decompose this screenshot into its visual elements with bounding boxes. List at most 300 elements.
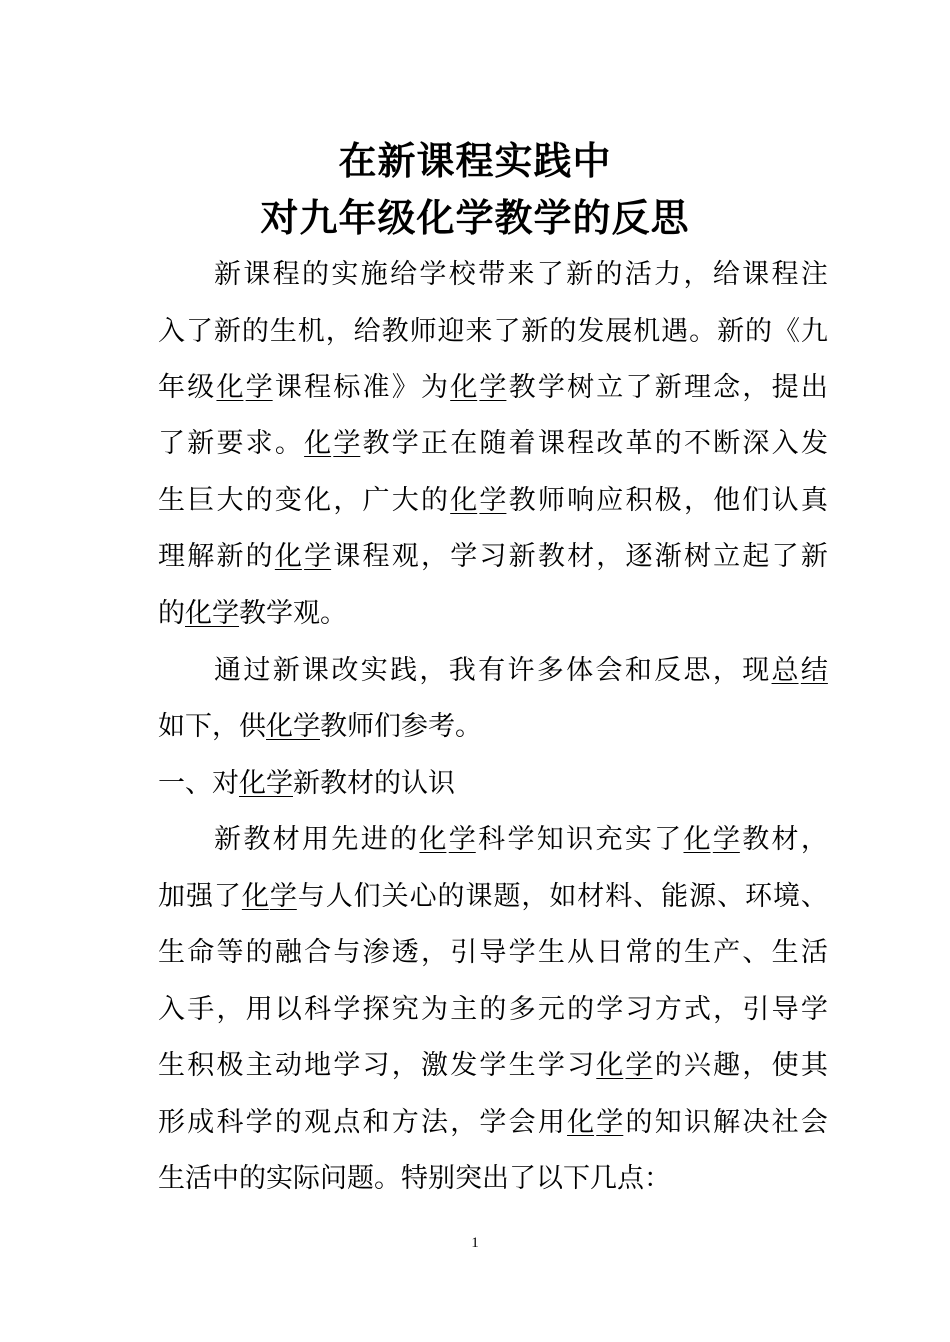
text-char: 关	[381, 881, 409, 912]
text-char: 展	[605, 316, 633, 347]
text-char: 学	[800, 994, 828, 1025]
text-char: 学	[537, 372, 565, 403]
text-line-8	[214, 651, 828, 691]
text-char: 的	[595, 259, 623, 290]
text-char: 决	[742, 1107, 770, 1138]
text-char: 观	[304, 1107, 332, 1138]
text-char: 命	[187, 937, 215, 968]
text-char: 科	[304, 994, 332, 1025]
text-char: 引	[450, 937, 478, 968]
text-char: 渐	[654, 541, 682, 572]
text-char: 用	[302, 824, 330, 855]
text-char: 标	[333, 372, 361, 403]
text-char: 新	[566, 259, 594, 290]
text-char: 实	[266, 1163, 293, 1194]
text-char: 融	[274, 937, 302, 968]
text-char: 先	[331, 824, 359, 855]
text-char: 导	[479, 937, 507, 968]
text-char: 识	[428, 768, 455, 799]
underlined-char: 学	[304, 541, 332, 572]
text-char: 中	[212, 1163, 239, 1194]
text-char: ，	[391, 1050, 419, 1081]
text-char: 逐	[625, 541, 653, 572]
text-char: 和	[624, 655, 652, 686]
text-char: 断	[713, 428, 741, 459]
text-char: ，	[742, 372, 770, 403]
text-char: 的	[274, 1107, 302, 1138]
text-char: 生	[683, 937, 711, 968]
text-char: 课	[465, 881, 493, 912]
text-char: 积	[625, 485, 653, 516]
text-char: 我	[448, 655, 476, 686]
text-char: 生	[158, 485, 185, 516]
underlined-char: 学	[479, 485, 507, 516]
underlined-char: 化	[266, 711, 293, 742]
text-line-3	[158, 368, 828, 408]
text-char: 力	[654, 259, 682, 290]
text-char: 发	[800, 428, 828, 459]
text-char: 迎	[437, 316, 465, 347]
text-char: 真	[800, 485, 828, 516]
text-char: 习	[362, 1050, 390, 1081]
text-char: 科	[216, 1107, 244, 1138]
text-char: 习	[567, 1050, 595, 1081]
text-char: 新	[214, 824, 241, 855]
text-char: 常	[625, 937, 653, 968]
text-char: 学	[391, 428, 419, 459]
text-char: 准	[362, 372, 390, 403]
text-char: 的	[245, 541, 273, 572]
text-char: 新	[654, 372, 682, 403]
text-char: 的	[390, 824, 418, 855]
text-char: 几	[590, 1163, 617, 1194]
text-char: 学	[419, 259, 447, 290]
text-char: 题	[493, 881, 521, 912]
text-char: 来	[465, 316, 493, 347]
text-char: 念	[713, 372, 741, 403]
text-char: 、	[742, 937, 770, 968]
text-char: 新	[800, 541, 828, 572]
text-char: ，	[216, 994, 244, 1025]
text-char: 观	[391, 541, 419, 572]
text-char: 来	[507, 259, 535, 290]
text-char: 实	[331, 259, 359, 290]
underlined-char: 学	[712, 824, 740, 855]
text-char: 入	[158, 994, 185, 1025]
text-char: 问	[320, 1163, 347, 1194]
text-char: 课	[243, 259, 271, 290]
text-char: 改	[596, 428, 624, 459]
text-char: 给	[390, 259, 418, 290]
text-char: 活	[185, 1163, 212, 1194]
text-char: 方	[391, 1107, 419, 1138]
text-char: 化	[304, 485, 332, 516]
text-char: 课	[537, 428, 565, 459]
text-char: 的	[239, 1163, 266, 1194]
text-char: 手	[187, 994, 215, 1025]
underlined-char: 学	[266, 768, 293, 799]
text-char: 九	[800, 316, 828, 347]
text-char: 了	[158, 428, 185, 459]
text-char: 教	[320, 711, 347, 742]
text-char: 用	[245, 994, 273, 1025]
text-char: 究	[391, 994, 419, 1025]
text-char: 理	[158, 541, 185, 572]
text-char: 主	[245, 1050, 273, 1081]
underlined-char: 学	[625, 1050, 653, 1081]
text-char: 们	[374, 711, 401, 742]
text-char: 大	[391, 485, 419, 516]
text-char: 知	[654, 1107, 682, 1138]
text-char: 们	[353, 881, 381, 912]
text-char: 的	[567, 994, 595, 1025]
text-char: 进	[360, 824, 388, 855]
text-char: 学	[333, 1050, 361, 1081]
text-char: 响	[567, 485, 595, 516]
text-char: 实	[360, 655, 388, 686]
text-char: 新	[272, 655, 300, 686]
text-char: 的	[654, 1050, 682, 1081]
text-char: 生	[158, 1163, 185, 1194]
text-char: 环	[745, 881, 773, 912]
underlined-char: 化	[274, 541, 302, 572]
text-char: 师	[537, 485, 565, 516]
text-char: 教	[381, 316, 409, 347]
text-char: 发	[450, 1050, 478, 1081]
text-char: 了	[185, 316, 213, 347]
text-char: 识	[683, 1107, 711, 1138]
text-char: 年	[158, 372, 185, 403]
text-char: ：	[644, 1163, 671, 1194]
text-char: 材	[577, 881, 605, 912]
text-char: ，	[683, 259, 711, 290]
text-char: 学	[508, 937, 536, 968]
text-char: 解	[713, 1107, 741, 1138]
text-char: 的	[158, 598, 185, 629]
text-char: 的	[654, 937, 682, 968]
text-char: 多	[536, 655, 564, 686]
text-char: ，	[325, 316, 353, 347]
underlined-char: 化	[596, 1050, 624, 1081]
text-char: 树	[683, 541, 711, 572]
text-char: 、	[800, 881, 828, 912]
text-char: 在	[450, 428, 478, 459]
underlined-char: 化	[239, 768, 266, 799]
text-char: 等	[216, 937, 244, 968]
text-char: 立	[713, 541, 741, 572]
text-char: 给	[353, 316, 381, 347]
text-char: 和	[362, 1107, 390, 1138]
text-char: 许	[507, 655, 535, 686]
text-char: 、	[185, 768, 212, 799]
text-char: 社	[771, 1107, 799, 1138]
text-char: 积	[187, 1050, 215, 1081]
underlined-char: 学	[448, 824, 476, 855]
text-char: 《	[772, 316, 800, 347]
text-char: 程	[304, 372, 332, 403]
text-char: 的	[245, 937, 273, 968]
text-char: 起	[742, 541, 770, 572]
text-char: 施	[360, 259, 388, 290]
text-char: ，	[596, 541, 624, 572]
title-line-2: 对九年级化学教学的反思	[260, 196, 690, 240]
text-char: 现	[742, 655, 770, 686]
text-char: 。	[374, 1163, 401, 1194]
underlined-char: 化	[450, 372, 478, 403]
text-char: 。	[689, 316, 717, 347]
text-char: 动	[274, 1050, 302, 1081]
text-char: 教	[508, 485, 536, 516]
text-char: 教	[243, 824, 271, 855]
text-char: 从	[567, 937, 595, 968]
text-char: 多	[508, 994, 536, 1025]
underlined-char: 化	[241, 881, 269, 912]
text-char: 成	[187, 1107, 215, 1138]
underlined-char: 学	[333, 428, 361, 459]
text-char: 透	[391, 937, 419, 968]
text-char: 教	[537, 541, 565, 572]
text-char: 与	[297, 881, 325, 912]
text-char: 的	[654, 428, 682, 459]
text-char: 强	[185, 881, 213, 912]
text-char: 一	[158, 768, 185, 799]
text-char: 课	[302, 655, 330, 686]
text-char: 教	[508, 372, 536, 403]
text-char: 新	[521, 316, 549, 347]
text-char: 了	[509, 1163, 536, 1194]
text-char: 学	[450, 541, 478, 572]
text-line-11	[214, 820, 828, 860]
text-char: 机	[633, 316, 661, 347]
underlined-char: 化	[567, 1107, 595, 1138]
text-char: 供	[239, 711, 266, 742]
text-char: 为	[420, 994, 448, 1025]
text-char: ，	[742, 1050, 770, 1081]
underlined-char: 学	[479, 372, 507, 403]
text-char: 兴	[683, 1050, 711, 1081]
text-char: 入	[158, 316, 185, 347]
text-char: 们	[742, 485, 770, 516]
text-line-15	[158, 1046, 828, 1086]
text-char: 发	[577, 316, 605, 347]
text-char: 料	[605, 881, 633, 912]
text-line-4	[158, 424, 828, 464]
text-char: ，	[683, 485, 711, 516]
underlined-char: 学	[212, 598, 239, 629]
text-char: 材	[567, 541, 595, 572]
text-char: 如	[549, 881, 577, 912]
text-char: 大	[216, 485, 244, 516]
underlined-char: 化	[683, 824, 711, 855]
text-char: 要	[216, 428, 244, 459]
text-char: 心	[409, 881, 437, 912]
text-char: 带	[478, 259, 506, 290]
text-char: 了	[536, 259, 564, 290]
text-char: 。	[320, 598, 347, 629]
text-char: 会	[800, 1107, 828, 1138]
text-char: 如	[158, 711, 185, 742]
text-char: 产	[713, 937, 741, 968]
text-char: 的	[549, 316, 577, 347]
text-char: 理	[683, 372, 711, 403]
text-char: 能	[661, 881, 689, 912]
text-char: 立	[596, 372, 624, 403]
text-char: 新	[717, 316, 745, 347]
text-char: 日	[596, 937, 624, 968]
text-char: 对	[212, 768, 239, 799]
text-char: 程	[771, 259, 799, 290]
text-char: 习	[625, 994, 653, 1025]
text-char: 的	[479, 994, 507, 1025]
text-char: 有	[478, 655, 506, 686]
underlined-char: 化	[450, 485, 478, 516]
text-char: 学	[507, 824, 535, 855]
text-char: 通	[214, 655, 241, 686]
text-char: 提	[771, 372, 799, 403]
text-char: 机	[297, 316, 325, 347]
underlined-char: 化	[419, 824, 447, 855]
text-char: 学	[479, 1107, 507, 1138]
text-char: 源	[689, 881, 717, 912]
text-char: 的	[745, 316, 773, 347]
text-line-14	[158, 990, 828, 1030]
text-char: 解	[187, 541, 215, 572]
text-char: 过	[243, 655, 271, 686]
text-line-1	[214, 255, 828, 295]
text-char: 程	[272, 259, 300, 290]
text-char: 突	[455, 1163, 482, 1194]
text-char: 以	[274, 994, 302, 1025]
text-char: 入	[771, 428, 799, 459]
text-char: 的	[245, 485, 273, 516]
text-char: 极	[654, 485, 682, 516]
text-char: 材	[272, 824, 300, 855]
text-char: 极	[216, 1050, 244, 1081]
text-line-12	[158, 877, 828, 917]
text-char: 学	[537, 1050, 565, 1081]
text-char: 导	[771, 994, 799, 1025]
text-char: 观	[293, 598, 320, 629]
text-char: 了	[771, 541, 799, 572]
text-char: ，	[521, 881, 549, 912]
text-char: 的	[374, 768, 401, 799]
text-char: 境	[772, 881, 800, 912]
text-line-7	[158, 594, 828, 634]
text-char: 。	[274, 428, 302, 459]
text-char: 会	[508, 1107, 536, 1138]
text-char: 的	[241, 316, 269, 347]
text-line-17	[158, 1159, 828, 1199]
text-char: ，	[419, 655, 447, 686]
text-char: 识	[566, 824, 594, 855]
text-char: 为	[420, 372, 448, 403]
text-char: 反	[654, 655, 682, 686]
text-char: 探	[362, 994, 390, 1025]
page-number: 1	[471, 1235, 479, 1251]
text-char: 材	[771, 824, 799, 855]
text-char: 、	[633, 881, 661, 912]
text-char: 巨	[187, 485, 215, 516]
underlined-char: 结	[800, 655, 828, 686]
text-char: 着	[508, 428, 536, 459]
text-char: 主	[450, 994, 478, 1025]
text-char: 新	[214, 259, 241, 290]
text-char: 下	[185, 711, 212, 742]
text-char: 考	[428, 711, 455, 742]
text-char: 别	[428, 1163, 455, 1194]
text-char: ，	[800, 824, 828, 855]
text-char: 活	[800, 937, 828, 968]
underlined-char: 学	[293, 711, 320, 742]
text-char: 注	[800, 259, 828, 290]
text-char: 广	[362, 485, 390, 516]
text-char: 教	[239, 598, 266, 629]
text-char: 会	[595, 655, 623, 686]
underlined-char: 学	[269, 881, 297, 912]
text-char: 课	[742, 259, 770, 290]
text-char: 课	[274, 372, 302, 403]
text-char: 新	[293, 768, 320, 799]
text-char: 材	[347, 768, 374, 799]
title-line-1: 在新课程实践中	[338, 139, 612, 183]
text-char: 使	[771, 1050, 799, 1081]
text-char: 教	[742, 824, 770, 855]
text-char: ，	[713, 994, 741, 1025]
text-line-9	[158, 707, 828, 747]
text-char: 生	[508, 1050, 536, 1081]
text-char: 新	[216, 541, 244, 572]
text-char: 践	[390, 655, 418, 686]
text-char: 》	[391, 372, 419, 403]
text-char: 特	[401, 1163, 428, 1194]
text-char: 了	[213, 881, 241, 912]
text-char: 了	[654, 824, 682, 855]
text-char: 新	[213, 316, 241, 347]
underlined-char: 学	[596, 1107, 624, 1138]
text-char: 学	[479, 1050, 507, 1081]
text-char: 活	[624, 259, 652, 290]
text-line-16	[158, 1103, 828, 1143]
text-char: 形	[158, 1107, 185, 1138]
text-char: 题	[347, 1163, 374, 1194]
text-char: 程	[362, 541, 390, 572]
text-char: 点	[617, 1163, 644, 1194]
text-char: 程	[567, 428, 595, 459]
text-char: 变	[274, 485, 302, 516]
text-char: 充	[595, 824, 623, 855]
text-char: 遇	[661, 316, 689, 347]
text-char: 树	[567, 372, 595, 403]
text-char: 的	[302, 259, 330, 290]
text-char: 生	[771, 937, 799, 968]
text-char: 的	[437, 881, 465, 912]
text-char: 生	[158, 937, 185, 968]
text-char: 。	[455, 711, 482, 742]
text-char: 认	[401, 768, 428, 799]
underlined-char: 化	[304, 428, 332, 459]
text-char: 加	[158, 881, 185, 912]
text-char: 其	[800, 1050, 828, 1081]
text-char: 教	[320, 768, 347, 799]
text-char: 合	[304, 937, 332, 968]
text-char: ，	[420, 541, 448, 572]
text-char: ，	[712, 655, 740, 686]
text-char: 不	[683, 428, 711, 459]
text-char: 生	[537, 937, 565, 968]
text-char: 科	[478, 824, 506, 855]
text-char: 课	[333, 541, 361, 572]
text-char: 激	[420, 1050, 448, 1081]
